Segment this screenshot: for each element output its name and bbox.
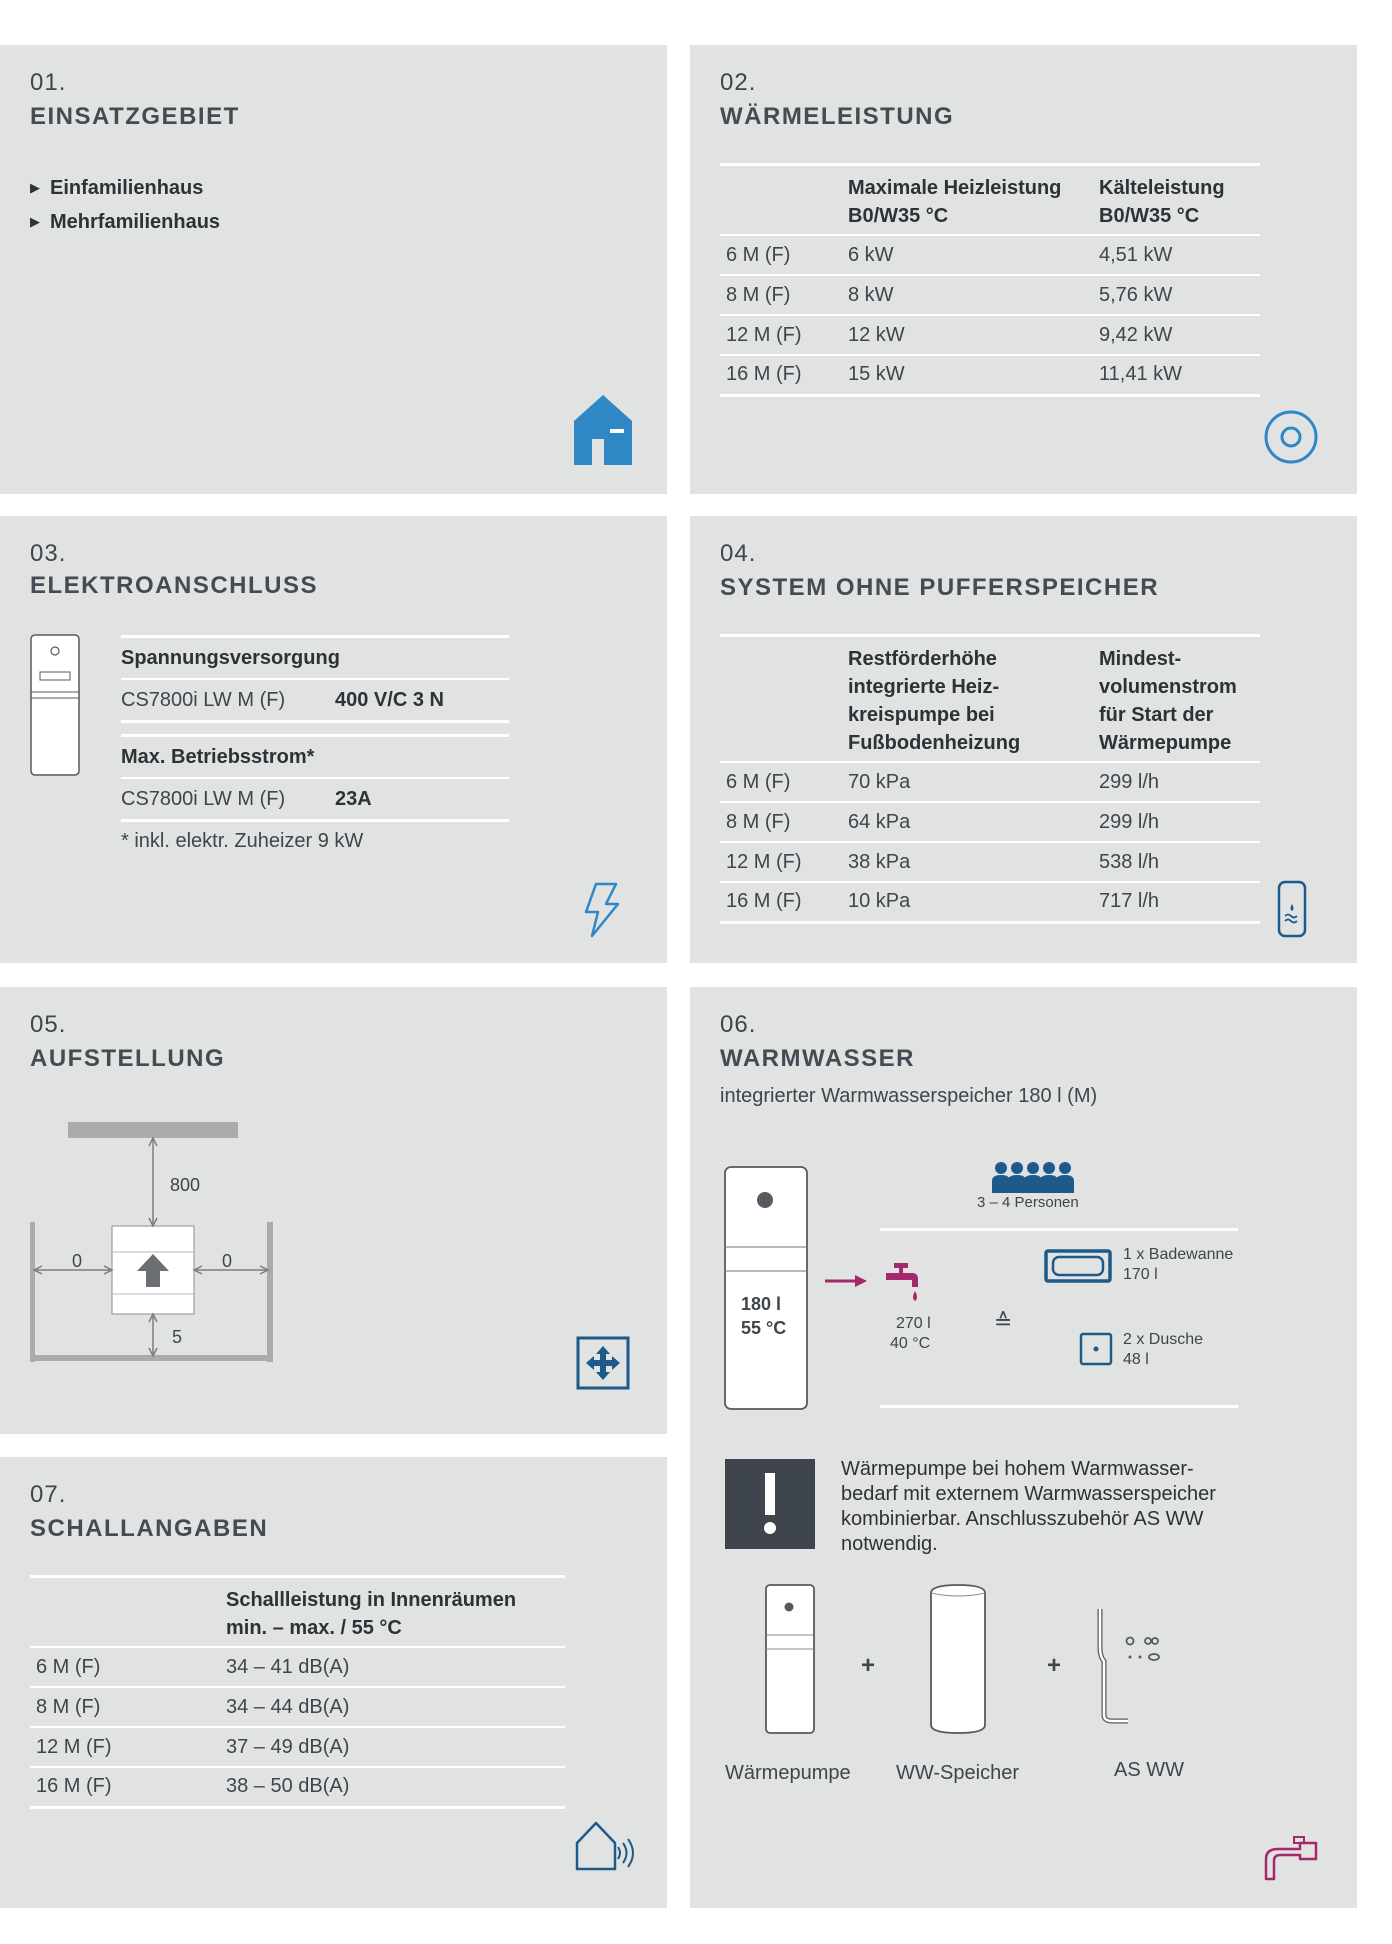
- warning-text: [841, 1457, 1216, 1557]
- table-cell: 8 M (F): [720, 802, 842, 842]
- pump-table: [720, 634, 1260, 924]
- section-number: 06.: [720, 1011, 757, 1038]
- power-supply-block: [121, 635, 509, 723]
- max-current-heading: Max. Betriebsstrom*: [121, 734, 509, 779]
- lightning-icon: [582, 882, 622, 938]
- table-cell: 538 l/h: [1093, 842, 1260, 882]
- table-cell: 8 kW: [842, 275, 1093, 315]
- clearance-bottom-label: 5: [172, 1327, 183, 1347]
- table-cell: 12 kW: [842, 315, 1093, 355]
- table-row: [720, 882, 1260, 922]
- clearance-top-label: 800: [170, 1175, 201, 1195]
- table-cell: 38 kPa: [842, 842, 1093, 882]
- table-cell: 8 M (F): [720, 275, 842, 315]
- warning-line: Wärmepumpe bei hohem Warmwasser-: [841, 1458, 1194, 1480]
- table-row: [720, 802, 1260, 842]
- table-cell: 10 kPa: [842, 882, 1093, 922]
- tank-volume: 180 l: [741, 1294, 782, 1314]
- storage-tank-icon: [929, 1583, 987, 1735]
- table-row: [30, 1647, 565, 1687]
- model-label: CS7800i LW M (F): [121, 788, 286, 810]
- table-cell: 37 – 49 dB(A): [220, 1727, 565, 1767]
- table-cell: 4,51 kW: [1093, 235, 1260, 275]
- tap-icon: [884, 1263, 924, 1307]
- table-row: [720, 355, 1260, 395]
- component-label: WW-Speicher: [896, 1762, 1019, 1784]
- mix-volume: 270 l: [896, 1315, 931, 1332]
- heat-pump-tank-icon: [723, 1165, 809, 1411]
- table-header: Restförderhöhe integrierte Heiz- kreispumpe bei Fußbodenheizung: [842, 636, 1093, 763]
- persons-label: 3 – 4 Personen: [977, 1194, 1079, 1211]
- card-warmwasser: [690, 987, 1357, 1908]
- house-sound-icon: [574, 1819, 636, 1871]
- table-cell: 9,42 kW: [1093, 315, 1260, 355]
- table-header: [30, 1577, 220, 1648]
- card-waermeleistung: [690, 45, 1357, 494]
- heat-output-table: [720, 163, 1260, 397]
- bathtub-label: 1 x Badewanne: [1123, 1246, 1234, 1263]
- clearance-left-label: 0: [72, 1251, 83, 1271]
- table-cell: 12 M (F): [30, 1727, 220, 1767]
- section-number: 02.: [720, 69, 757, 96]
- table-row: [30, 1767, 565, 1807]
- mix-temperature: 40 °C: [890, 1335, 931, 1352]
- table-row: [30, 1727, 565, 1767]
- table-row: [720, 842, 1260, 882]
- table-cell: 16 M (F): [720, 355, 842, 395]
- section-number: 07.: [30, 1481, 67, 1508]
- shower-label: 2 x Dusche: [1123, 1331, 1204, 1348]
- table-cell: 70 kPa: [842, 762, 1093, 802]
- table-row: [720, 315, 1260, 355]
- section-title: EINSATZGEBIET: [30, 103, 240, 130]
- table-header-row: [720, 165, 1260, 236]
- table-header: Mindest- volumenstrom für Start der Wärmepumpe: [1093, 636, 1260, 763]
- plus-sign: +: [861, 1652, 876, 1679]
- table-cell: 6 M (F): [30, 1647, 220, 1687]
- table-row: [30, 1687, 565, 1727]
- target-icon: [1263, 409, 1319, 465]
- section-title: SYSTEM OHNE PUFFERSPEICHER: [720, 574, 1160, 601]
- list-item: ▶ Mehrfamilienhaus: [30, 206, 220, 240]
- table-cell: 6 M (F): [720, 235, 842, 275]
- table-cell: 64 kPa: [842, 802, 1093, 842]
- table-header-row: [720, 636, 1260, 763]
- house-icon: [574, 395, 632, 465]
- section-title: WARMWASSER: [720, 1045, 915, 1072]
- table-cell: 8 M (F): [30, 1687, 220, 1727]
- footnote: * inkl. elektr. Zuheizer 9 kW: [121, 830, 364, 852]
- section-title: AUFSTELLUNG: [30, 1045, 226, 1072]
- table-cell: 12 M (F): [720, 315, 842, 355]
- sound-table: [30, 1575, 565, 1809]
- table-cell: 12 M (F): [720, 842, 842, 882]
- table-cell: 717 l/h: [1093, 882, 1260, 922]
- connection-kit-icon: [1090, 1607, 1170, 1725]
- section-subtitle: integrierter Warmwasserspeicher 180 l (M): [720, 1085, 1098, 1107]
- table-row: [720, 235, 1260, 275]
- bathtub-volume: 170 l: [1123, 1266, 1158, 1283]
- divider-line: [880, 1405, 1238, 1408]
- table-cell: 16 M (F): [720, 882, 842, 922]
- equivalent-symbol: ≙: [994, 1309, 1013, 1334]
- flow-arrow-icon: [825, 1273, 869, 1289]
- card-schallangaben: [0, 1457, 667, 1908]
- faucet-icon: [1264, 1835, 1320, 1881]
- table-cell: 34 – 44 dB(A): [220, 1687, 565, 1727]
- plus-sign: +: [1047, 1652, 1062, 1679]
- table-cell: 38 – 50 dB(A): [220, 1767, 565, 1807]
- persons-icon: [992, 1161, 1074, 1195]
- component-label: Wärmepumpe: [725, 1762, 851, 1784]
- table-cell: 15 kW: [842, 355, 1093, 395]
- table-cell: 34 – 41 dB(A): [220, 1647, 565, 1687]
- max-current-block: [121, 734, 509, 822]
- warning-line: notwendig.: [841, 1533, 938, 1555]
- table-header: Schallleistung in Innenräumen min. – max. / 55 °C: [220, 1577, 565, 1648]
- table-row: [121, 680, 509, 723]
- table-cell: 16 M (F): [30, 1767, 220, 1807]
- table-row: [720, 762, 1260, 802]
- section-number: 03.: [30, 540, 67, 567]
- warning-line: kombinierbar. Anschlusszubehör AS WW: [841, 1508, 1204, 1530]
- bathtub-icon: [1044, 1249, 1112, 1283]
- card-elektroanschluss: [0, 516, 667, 963]
- section-number: 01.: [30, 69, 67, 96]
- table-cell: 11,41 kW: [1093, 355, 1260, 395]
- current-value: 23A: [335, 788, 372, 810]
- warning-line: bedarf mit externem Warmwasserspeicher: [841, 1483, 1216, 1505]
- clearance-right-label: 0: [222, 1251, 233, 1271]
- shower-tray-icon: [1079, 1332, 1113, 1366]
- list-item: ▶ Einfamilienhaus: [30, 172, 220, 206]
- table-row: [121, 779, 509, 822]
- table-row: [720, 275, 1260, 315]
- table-cell: 299 l/h: [1093, 802, 1260, 842]
- shower-volume: 48 l: [1123, 1351, 1149, 1368]
- table-cell: 299 l/h: [1093, 762, 1260, 802]
- installation-clearance-diagram: [30, 1122, 275, 1362]
- divider-line: [880, 1228, 1238, 1231]
- water-tank-icon: [1277, 880, 1307, 938]
- table-cell: 6 kW: [842, 235, 1093, 275]
- power-supply-heading: Spannungsversorgung: [121, 635, 509, 680]
- section-number: 05.: [30, 1011, 67, 1038]
- heat-pump-icon: [764, 1583, 816, 1735]
- move-arrows-icon: [576, 1336, 630, 1390]
- section-title: ELEKTROANSCHLUSS: [30, 572, 319, 599]
- table-cell: 6 M (F): [720, 762, 842, 802]
- tank-temperature: 55 °C: [741, 1318, 787, 1338]
- section-number: 04.: [720, 540, 757, 567]
- table-header: Kälteleistung B0/W35 °C: [1093, 165, 1260, 236]
- card-system-ohne-pufferspeicher: [690, 516, 1357, 963]
- table-header: [720, 636, 842, 763]
- heat-pump-unit-icon: [30, 634, 80, 776]
- section-title: WÄRMELEISTUNG: [720, 103, 955, 130]
- model-label: CS7800i LW M (F): [121, 689, 286, 711]
- table-header: Maximale Heizleistung B0/W35 °C: [842, 165, 1093, 236]
- section-title: SCHALLANGABEN: [30, 1515, 269, 1542]
- voltage-value: 400 V/C 3 N: [335, 689, 444, 711]
- card-aufstellung: [0, 987, 667, 1434]
- table-header-row: [30, 1577, 565, 1648]
- component-label: AS WW: [1114, 1759, 1184, 1781]
- table-header: [720, 165, 842, 236]
- card-einsatzgebiet: [0, 45, 667, 494]
- usage-list: [30, 172, 220, 240]
- table-cell: 5,76 kW: [1093, 275, 1260, 315]
- warning-icon: [725, 1459, 815, 1549]
